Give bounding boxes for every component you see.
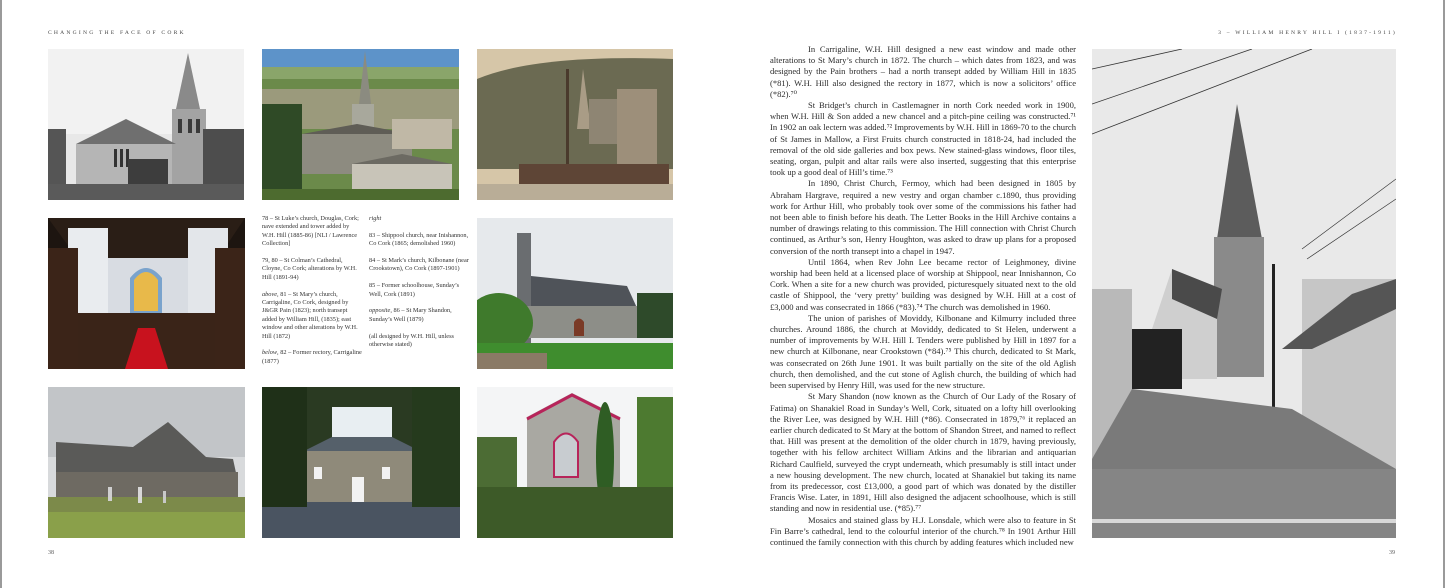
running-head-left: CHANGING THE FACE OF CORK xyxy=(48,30,186,36)
caption-85: 85 – Former schoolhouse, Sunday’s Well, Cork (1891) xyxy=(369,282,460,298)
paragraph-carrigaline: In Carrigaline, W.H. Hill designed a new east window and made other alterations to St Mary’s church in 1872. The church – which dates from 1823, and was designed by the Pain brothers – had a north transept added by William Hill in 1835 (*81). W.H. Hill also designed the rectory in 1877, which is now a solicitors’ office (*82).⁷⁰ xyxy=(770,44,1076,99)
caption-86: opposite, 86 – St Mary Shandon, Sunday’s Well (1879) xyxy=(369,307,452,323)
paragraph-mosaics: Mosaics and stained glass by H.J. Lonsdale, which were also to feature in St Fin Barre’s cathedral, lend to the colourful interior of the church.⁷⁸ In 1901 Arthur Hill continued the family connection with this church by adding features which included new xyxy=(770,514,1076,547)
photo-st-lukes-douglas xyxy=(48,49,244,200)
caption-column-1 xyxy=(262,215,362,375)
photo-st-marys-interior xyxy=(48,218,245,369)
paragraph-st-mary-shandon: St Mary Shandon (now known as the Church of Our Lady of the Rosary of Fatima) on Shanakiel Road in Sunday’s Well, Cork, situated on a lofty hill overlooking the River Lee, was designed by W.H. Hill (*86). Consecrated in 1879,⁷⁶ it replaced an earlier church dedicated to St Mary at the bottom of Shandon Street, and named to reflect that. Hill was present at the demolition of the older church in 1879, having previously, together with his fellow architect William Atkins and the librarian and antiquarian Richard Caulfield, surveyed the crypt underneath, which presumably is still intact under a new housing development. The new church, located at Shanakiel but taking its name from its predecessor, cost £13,000, a good part of which was donated by the distiller Francis Wise. Later, in 1891, Hill also designed the adjacent schoolhouse, which is still standing and now in residential use. (*85).⁷⁷ xyxy=(770,391,1076,514)
photo-former-rectory-carrigaline xyxy=(262,387,460,538)
paragraph-fermoy: In 1890, Christ Church, Fermoy, which had been designed in 1805 by Abraham Hargrave, required a new vestry and organ chamber c.1890, thus providing work for Arthur Hill, who probably took over some of the commissions his father had not been able to finish before his death. The Letter Books in the Hill Archive contains a number of drawings relating to this commission. The Hill connection with Christ Church continued, as Arthur’s son, Henry Houghton, was asked to draw up plans for a proposed conversion of the north transept into a chapel in 1947. xyxy=(770,178,1076,256)
page-number-left: 38 xyxy=(48,550,54,556)
photo-former-schoolhouse-sundays-well xyxy=(477,387,673,538)
running-head-right: 3 – WILLIAM HENRY HILL I (1837-1911) xyxy=(1218,30,1397,36)
photo-st-marks-kilbonane xyxy=(477,218,673,369)
body-text-column xyxy=(770,44,1076,548)
caption-79-80: 79, 80 – St Colman’s Cathedral, Cloyne, Co Cork; alterations by W.H. Hill (1891-94) xyxy=(262,257,357,281)
paragraph-moviddy: The union of parishes of Moviddy, Kilbonane and Kilmurry included three churches. Around 1886, the church at Moviddy, dedicated to St Helen, underwent a number of improvements by W.H. Hill I. Tenders were published by Hill in 1897 for a new church at Kilbonane, near Crookstown (*84).⁷⁵ This church, dedicated to St Mark, was consecrated on 26th June 1901. It was built partially on the site of the old Aglish church, then demolished, and the cut stone of Aglish church, the building of which had been supervised by Henry Hill, was used for the new structure. xyxy=(770,312,1076,391)
caption-credit-note: (all designed by W.H. Hill, unless otherwise stated) xyxy=(369,332,455,349)
photo-cloyne-cathedral-aerial xyxy=(262,49,459,200)
paragraph-castlemagner: St Bridget’s church in Castlemagner in north Cork needed work in 1900, when W.H. Hill & Son added a new chancel and a pitch-pine ceiling was constructed.⁷¹ In 1902 an oak lectern was added.⁷² Improvements by W.H. Hill in 1869-70 to the church of St James in Mallow, a First Fruits church constructed in 1818-24, had included the removal of the old side galleries and box pews. New stained-glass windows, floor tiles, seating, organ, pulpit and altar rails were also inserted, suggesting that this enterprise took up a good deal of Hill’s time.⁷³ xyxy=(770,100,1076,178)
caption-78: 78 – St Luke’s church, Douglas, Cork; nave extended and tower added by W.H. Hill (1885-86) [NLI / Lawrence Collection] xyxy=(262,215,359,248)
photo-shippool-church-sepia xyxy=(477,49,673,200)
page-edge-left xyxy=(0,0,2,588)
caption-83: 83 – Shippool church, near Inishannon, Co Cork (1865; demolished 1960) xyxy=(369,231,469,248)
paragraph-shippool: Until 1864, when Rev John Lee became rector of Leighmoney, divine worship had been held at a licensed place of worship at Shippool, near Innishannon, Co Cork. When a site for a new church was provided, picturesquely situated next to the old castle of Shippool, the ‘very pretty’ building was designed by W.H. Hill at a cost of £3,000 and was consecrated in 1866 (*83).⁷⁴ The church was demolished in 1960. xyxy=(770,256,1076,312)
photo-st-mary-shandon-street xyxy=(1092,49,1396,538)
caption-82: below, 82 – Former rectory, Carrigaline (1877) xyxy=(262,349,362,365)
caption-column-2 xyxy=(369,215,469,358)
page-number-right: 39 xyxy=(1389,550,1395,556)
photo-cloyne-cathedral-graveyard xyxy=(48,387,245,538)
caption-81: above, 81 – St Mary’s church, Carrigaline, Co Cork, designed by J&GR Pain (1823); north transept added by William Hill, (1835); east window and other alterations by W.H. Hill (1872) xyxy=(262,290,358,340)
caption-right-label: right xyxy=(369,215,382,222)
caption-84: 84 – St Mark’s church, Kilbonane (near Crookstown), Co Cork (1897-1901) xyxy=(369,257,469,273)
